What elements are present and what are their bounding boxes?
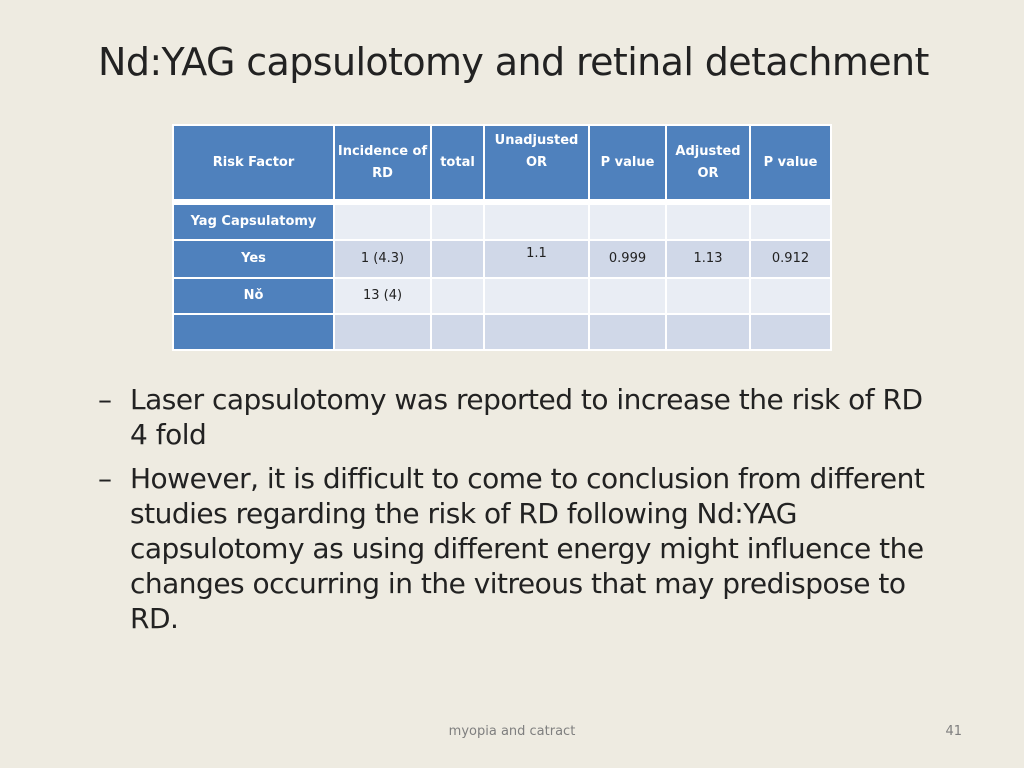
table-row (173, 240, 831, 278)
table-cell (484, 314, 589, 350)
table-cell: Yag Capsulatomy (173, 204, 334, 240)
table-cell (750, 314, 831, 350)
table-cell (589, 278, 666, 314)
table-row (173, 314, 831, 350)
header-incidence-of-rd: Incidence of RD (334, 125, 431, 200)
table-cell (666, 278, 750, 314)
table-cell (589, 204, 666, 240)
bullet-text: Laser capsulotomy was reported to increase the risk of RD 4 fold (130, 383, 923, 451)
table-cell (173, 314, 334, 350)
table-cell (431, 314, 484, 350)
table-cell (431, 204, 484, 240)
footer-text: myopia and catract (448, 724, 576, 739)
table-cell (334, 314, 431, 350)
table-cell (666, 204, 750, 240)
table-cell (334, 204, 431, 240)
table-cell (484, 204, 589, 240)
table-cell: 1.13 (666, 240, 750, 278)
table-cell: 1 (4.3) (334, 240, 431, 278)
bullet-item (98, 382, 928, 452)
table-row (173, 278, 831, 314)
table-cell: 0.999 (589, 240, 666, 278)
table-cell (750, 278, 831, 314)
table-cell (666, 314, 750, 350)
table-cell (484, 278, 589, 314)
bullet-list (98, 382, 928, 645)
bullet-item (98, 461, 928, 636)
table-cell: 13 (4) (334, 278, 431, 314)
header-risk-factor: Risk Factor (173, 125, 334, 200)
header-adjusted-or: Adjusted OR (666, 125, 750, 200)
table-cell: 1.1 (484, 240, 589, 278)
page-number: 41 (945, 724, 962, 739)
bullet-dash: – (98, 383, 112, 416)
table-row (173, 204, 831, 240)
header-unadjusted-or: Unadjusted OR (484, 125, 589, 200)
slide-title: Nd:YAG capsulotomy and retinal detachment (98, 40, 929, 84)
risk-factor-table (172, 124, 832, 351)
bullet-text: However, it is difficult to come to conclusion from different studies regarding the risk of RD following Nd:YAG capsulotomy as using different energy might influence the changes occurring in the vitreous that may predispose to RD. (130, 462, 925, 635)
header-p-value-adjusted: P value (750, 125, 831, 200)
table-header-row (173, 125, 831, 200)
table-cell (750, 204, 831, 240)
header-p-value: P value (589, 125, 666, 200)
header-total: total (431, 125, 484, 200)
table-cell: Yes (173, 240, 334, 278)
table-cell: Nǒ (173, 278, 334, 314)
bullet-dash: – (98, 462, 112, 495)
table-cell (589, 314, 666, 350)
table-cell (431, 278, 484, 314)
table-cell: 0.912 (750, 240, 831, 278)
table-cell (431, 240, 484, 278)
